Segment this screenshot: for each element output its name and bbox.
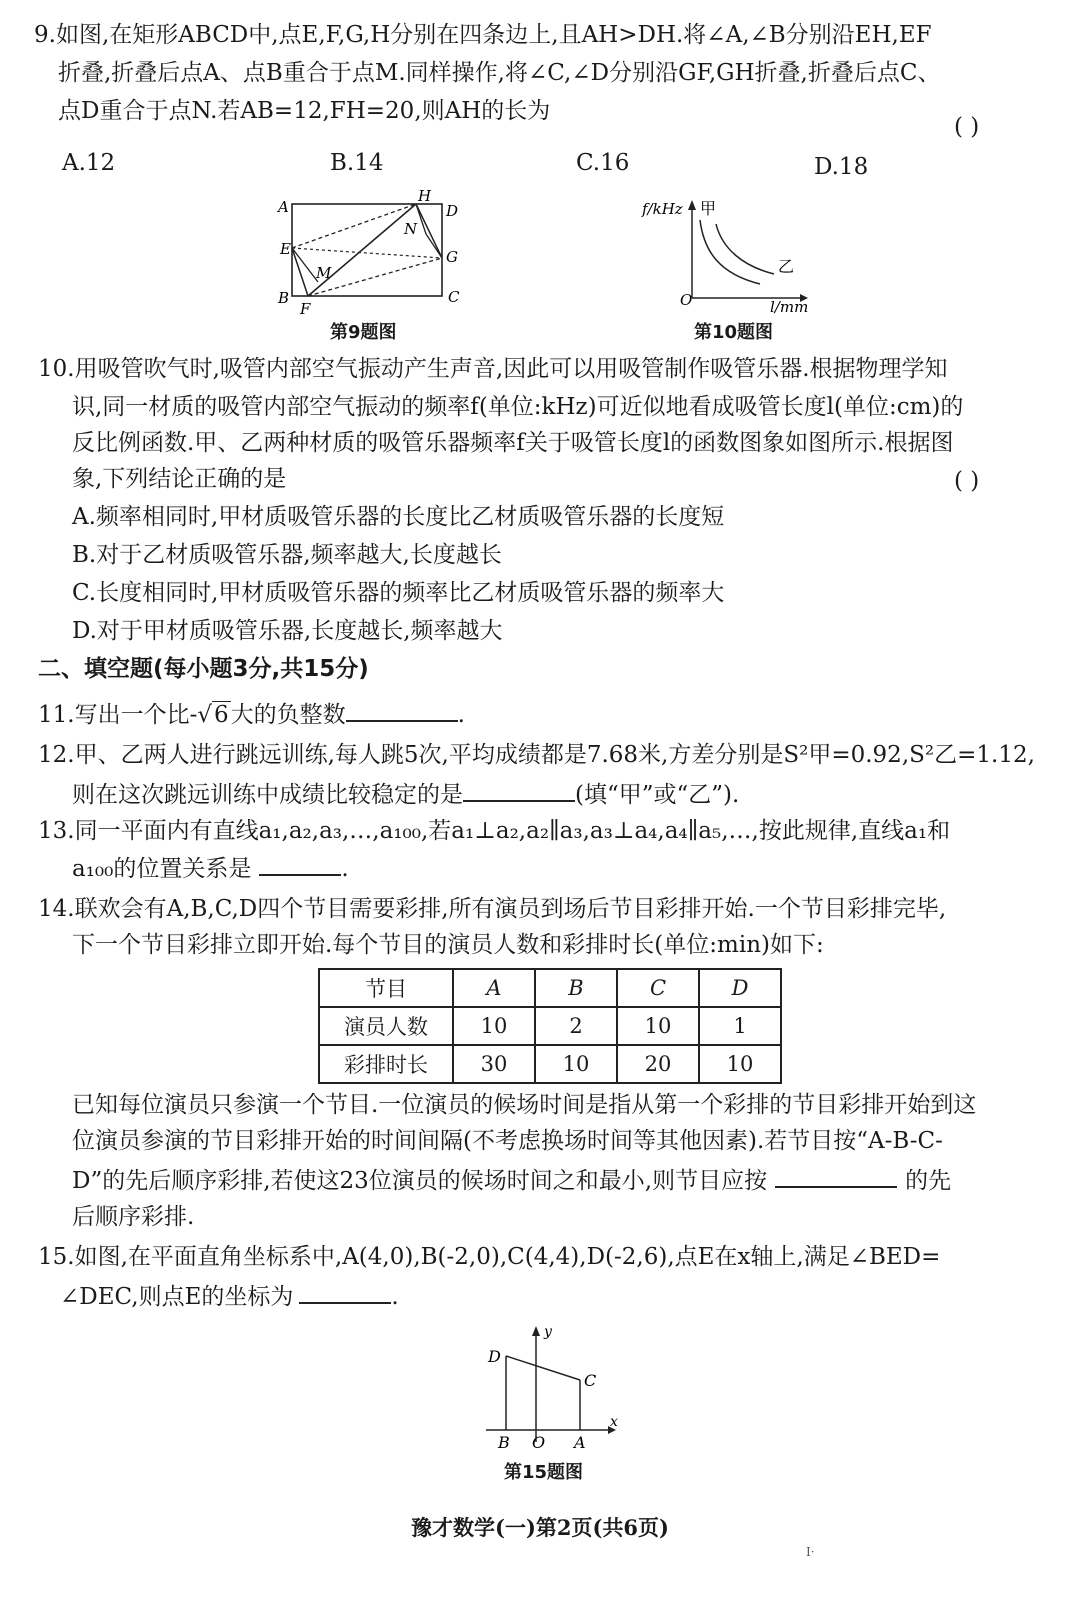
q10-option-b: B.对于乙材质吸管乐器,频率越大,长度越长 — [72, 542, 502, 568]
label-f: F — [300, 300, 311, 316]
q14-line-1: 14.联欢会有A,B,C,D四个节目需要彩排,所有演员到场后节目彩排开始.一个节目彩排完毕, — [38, 896, 947, 922]
q9-option-d: D.18 — [814, 154, 869, 180]
table-header-cell: B — [535, 969, 617, 1007]
q15-figure-caption: 第15题图 — [504, 1462, 584, 1483]
y-axis-arrow — [532, 1326, 540, 1336]
line-em — [292, 248, 318, 282]
q13-line-1: 13.同一平面内有直线a₁,a₂,a₃,…,a₁₀₀,若a₁⊥a₂,a₂∥a₃,a₃⊥a₄,a₄∥a₅,…,按此规律,直线a₁和 — [38, 818, 951, 844]
fold-line-eh — [292, 204, 416, 248]
q10-line-1: 10.用吸管吹气时,吸管内部空气振动产生声音,因此可以用吸管制作吸管乐器.根据物理学知 — [38, 356, 948, 382]
corner-mark: I· — [806, 1545, 815, 1559]
q15-answer-blank[interactable] — [299, 1280, 391, 1304]
q15-line-2 — [60, 1280, 399, 1312]
table-row — [319, 1007, 781, 1045]
section-title-fill-in: 二、填空题(每小题3分,共15分) — [38, 656, 369, 682]
q14-text-after: 的先 — [905, 1168, 952, 1194]
q13-text-after: . — [341, 856, 349, 882]
y-axis-arrow — [688, 200, 696, 210]
q13-answer-blank[interactable] — [259, 852, 341, 876]
curve-jia — [700, 220, 760, 284]
table-header-cell: 节目 — [319, 969, 453, 1007]
q14-answer-blank[interactable] — [775, 1164, 897, 1188]
q9-line-2: 折叠,折叠后点A、点B重合于点M.同样操作,将∠C,∠D分别沿GF,GH折叠,折叠后点C、 — [58, 60, 941, 86]
y-axis-label: f/kHz — [642, 200, 683, 218]
fold-line-gh — [416, 204, 442, 258]
label-a: A — [278, 198, 289, 216]
q10-option-c: C.长度相同时,甲材质吸管乐器的频率比乙材质吸管乐器的频率大 — [72, 580, 725, 606]
label-yi: 乙 — [778, 257, 795, 276]
q11-text-before: 11.写出一个比- — [38, 702, 198, 728]
table-header-cell: D — [699, 969, 781, 1007]
label-h: H — [418, 187, 432, 205]
segment-dc — [506, 1356, 580, 1380]
line-eg — [292, 248, 442, 258]
q15-figure — [478, 1318, 628, 1456]
q10-line-4: 象,下列结论正确的是 — [72, 466, 287, 492]
q9-line-1: 9.如图,在矩形ABCD中,点E,F,G,H分别在四条边上,且AH>DH.将∠A,∠B分别沿EH,EF — [34, 22, 932, 48]
table-header-cell: C — [617, 969, 699, 1007]
y-axis-label: y — [544, 1324, 552, 1340]
page-footer: 豫才数学(一)第2页(共6页) — [411, 1515, 669, 1540]
rehearsal-table — [318, 968, 782, 1084]
q12-line-2 — [72, 778, 739, 810]
curve-yi — [716, 224, 774, 274]
fold-line-ef — [292, 248, 308, 296]
q12-line-1: 12.甲、乙两人进行跳远训练,每人跳5次,平均成绩都是7.68米,方差分别是S²甲=0.92,S²乙=1.12, — [38, 742, 1035, 768]
label-b: B — [498, 1433, 510, 1452]
table-row — [319, 1045, 781, 1083]
q14-line-2: 下一个节目彩排立即开始.每个节目的演员人数和彩排时长(单位:min)如下: — [72, 932, 824, 958]
q14-text-before: D”的先后顺序彩排,若使这23位演员的候场时间之和最小,则节目应按 — [72, 1168, 768, 1194]
label-jia: 甲 — [700, 199, 717, 218]
q13-line-2 — [72, 852, 349, 884]
line-ng — [426, 234, 442, 258]
table-header-cell: A — [453, 969, 535, 1007]
origin-label: O — [680, 291, 693, 309]
table-cell: 2 — [535, 1007, 617, 1045]
q9-option-a: A.12 — [62, 150, 116, 176]
label-a: A — [574, 1433, 586, 1452]
rectangle-abcd — [292, 204, 442, 296]
q13-text-before: a₁₀₀的位置关系是 — [72, 856, 252, 882]
q9-option-b: B.14 — [330, 150, 384, 176]
q9-option-c: C.16 — [576, 150, 630, 176]
q15-line-1: 15.如图,在平面直角坐标系中,A(4,0),B(-2,0),C(4,4),D(-2,6),点E在x轴上,满足∠BED= — [38, 1244, 941, 1270]
x-axis-label: l/mm — [770, 298, 809, 316]
q10-figure — [640, 192, 840, 318]
q14-line-6: 后顺序彩排. — [72, 1204, 195, 1230]
q12-text-before: 则在这次跳远训练中成绩比较稳定的是 — [72, 782, 463, 808]
table-cell: 10 — [617, 1007, 699, 1045]
q12-text-after: (填“甲”或“乙”). — [575, 782, 740, 808]
q10-line-2: 识,同一材质的吸管内部空气振动的频率f(单位:kHz)可近似地看成吸管长度l(单位:cm)的 — [72, 394, 964, 420]
q12-answer-blank[interactable] — [463, 778, 575, 802]
q10-option-a: A.频率相同时,甲材质吸管乐器的长度比乙材质吸管乐器的长度短 — [72, 504, 725, 530]
q10-answer-paren: ( ) — [954, 468, 980, 494]
line-hn — [416, 204, 426, 234]
table-cell: 10 — [453, 1007, 535, 1045]
label-c: C — [584, 1371, 597, 1390]
q10-figure-caption: 第10题图 — [694, 322, 774, 343]
q9-figure-caption: 第9题图 — [330, 322, 397, 343]
label-o: O — [532, 1433, 546, 1452]
q9-line-3: 点D重合于点N.若AB=12,FH=20,则AH的长为 — [58, 98, 551, 124]
label-n: N — [404, 220, 418, 238]
label-g: G — [446, 248, 458, 266]
table-cell: 演员人数 — [319, 1007, 453, 1045]
table-cell: 20 — [617, 1045, 699, 1083]
q9-figure — [270, 186, 470, 316]
q9-answer-paren: ( ) — [954, 114, 980, 140]
q14-line-4: 位演员参演的节目彩排开始的时间间隔(不考虑换场时间等其他因素).若节目按“A-B-C- — [72, 1128, 943, 1154]
table-cell: 30 — [453, 1045, 535, 1083]
q10-option-d: D.对于甲材质吸管乐器,长度越长,频率越大 — [72, 618, 503, 644]
label-d: D — [446, 202, 459, 220]
label-d: D — [488, 1347, 501, 1366]
q14-line-3: 已知每位演员只参演一个节目.一位演员的候场时间是指从第一个彩排的节目彩排开始到这 — [72, 1092, 977, 1118]
q11-radicand: 6 — [214, 702, 229, 728]
q11-text-after: 大的负整数 — [230, 702, 346, 728]
table-cell: 1 — [699, 1007, 781, 1045]
table-cell: 10 — [535, 1045, 617, 1083]
q11-answer-blank[interactable] — [346, 698, 458, 722]
q14-line-5 — [72, 1164, 951, 1196]
table-cell: 彩排时长 — [319, 1045, 453, 1083]
q15-text-before: ∠DEC,则点E的坐标为 — [60, 1284, 294, 1310]
q15-text-after: . — [391, 1284, 399, 1310]
q11-text-end: . — [457, 702, 465, 728]
table-header-row — [319, 969, 781, 1007]
label-e: E — [280, 240, 291, 258]
label-b: B — [278, 289, 290, 307]
table-cell: 10 — [699, 1045, 781, 1083]
sqrt-symbol: √6 — [197, 702, 229, 728]
q11-line — [38, 698, 465, 730]
x-axis-label: x — [610, 1414, 618, 1430]
q10-line-3: 反比例函数.甲、乙两种材质的吸管乐器频率f关于吸管长度l的函数图象如图所示.根据图 — [72, 430, 954, 456]
label-c: C — [448, 288, 460, 306]
label-m: M — [316, 264, 332, 282]
